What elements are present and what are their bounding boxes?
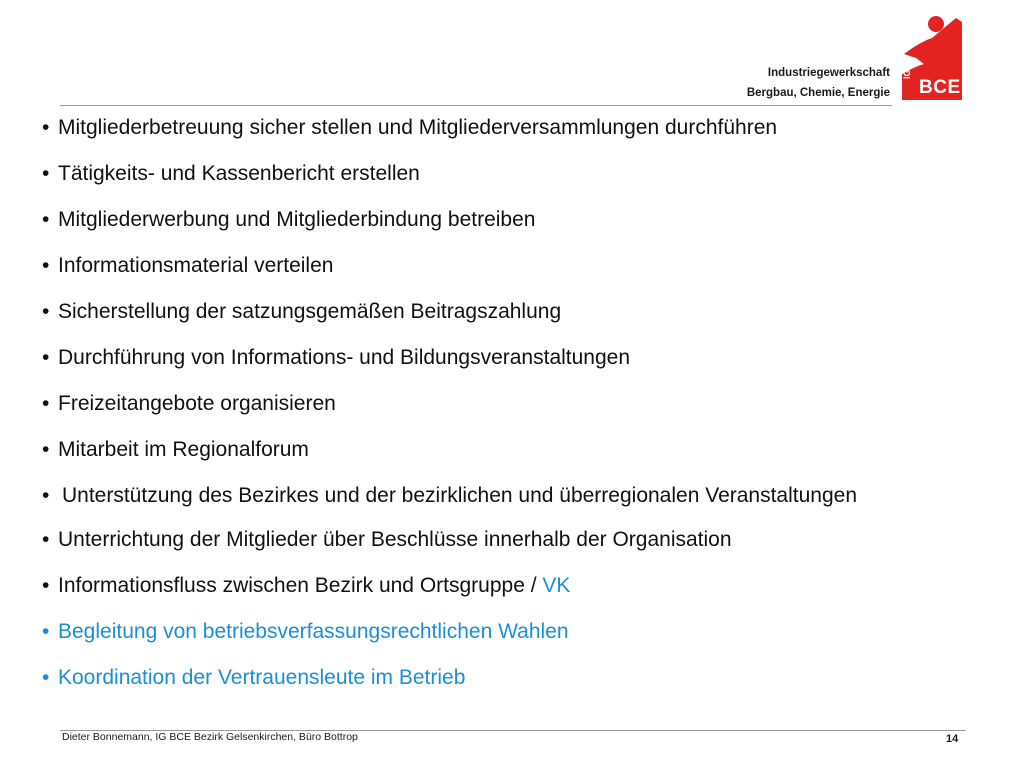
- bullet-dot: •: [42, 438, 50, 461]
- org-name-line1: Industriegewerkschaft: [767, 67, 890, 79]
- org-name-line2: Bergbau, Chemie, Energie: [746, 87, 890, 99]
- bullet-text: Mitgliederwerbung und Mitgliederbindung betreiben: [58, 208, 536, 231]
- bullet-dot: •: [42, 666, 50, 689]
- bullet-item: [42, 390, 942, 418]
- bullet-item: [42, 252, 942, 280]
- page-number: 14: [946, 733, 959, 745]
- header-divider: [60, 105, 892, 106]
- bullet-item: [42, 618, 942, 646]
- bullet-list: [42, 114, 942, 710]
- bullet-item: [42, 206, 942, 234]
- bullet-item: [42, 160, 942, 188]
- bullet-dot: •: [42, 528, 50, 551]
- bullet-dot: •: [42, 254, 50, 277]
- bullet-item: [42, 114, 942, 142]
- bullet-text: Tätigkeits- und Kassenbericht erstellen: [58, 162, 420, 185]
- bullet-text: Informationsmaterial verteilen: [58, 254, 334, 277]
- bullet-text: Informationsfluss zwischen Bezirk und Ortsgruppe /: [58, 574, 543, 597]
- bullet-item: [42, 526, 942, 554]
- bullet-text: Sicherstellung der satzungsgemäßen Beitragszahlung: [58, 300, 562, 323]
- bullet-dot: •: [42, 116, 50, 139]
- bullet-dot: •: [42, 484, 50, 507]
- bullet-item: [42, 482, 942, 510]
- bullet-item: [42, 436, 942, 464]
- logo-bce-text: BCE: [919, 77, 961, 98]
- bullet-text: Freizeitangebote organisieren: [58, 392, 336, 415]
- bullet-dot: •: [42, 162, 50, 185]
- bullet-dot: •: [42, 392, 50, 415]
- bullet-dot: •: [42, 300, 50, 323]
- bullet-dot: •: [42, 574, 50, 597]
- bullet-item: [42, 298, 942, 326]
- logo-ig-text: IG: [902, 69, 912, 79]
- bullet-item: [42, 572, 942, 600]
- bullet-text: Mitarbeit im Regionalforum: [58, 438, 309, 461]
- bullet-text: Begleitung von betriebsverfassungsrechtlichen Wahlen: [58, 620, 569, 643]
- bullet-dot: •: [42, 346, 50, 369]
- footer-author: Dieter Bonnemann, IG BCE Bezirk Gelsenkirchen, Büro Bottrop: [62, 731, 358, 743]
- vk-highlight: VK: [542, 574, 571, 597]
- bullet-text: Unterrichtung der Mitglieder über Beschlüsse innerhalb der Organisation: [58, 528, 732, 551]
- bullet-text: Koordination der Vertrauensleute im Betrieb: [58, 666, 466, 689]
- bullet-text: Durchführung von Informations- und Bildungsveranstaltungen: [58, 346, 631, 369]
- bullet-dot: •: [42, 620, 50, 643]
- bullet-text: Mitgliederbetreuung sicher stellen und Mitgliederversammlungen durchführen: [58, 116, 778, 139]
- bullet-item: [42, 664, 942, 692]
- bullet-dot: •: [42, 208, 50, 231]
- bullet-text: Unterstützung des Bezirkes und der bezirklichen und überregionalen Veranstaltungen: [62, 484, 858, 507]
- bullet-item: [42, 344, 942, 372]
